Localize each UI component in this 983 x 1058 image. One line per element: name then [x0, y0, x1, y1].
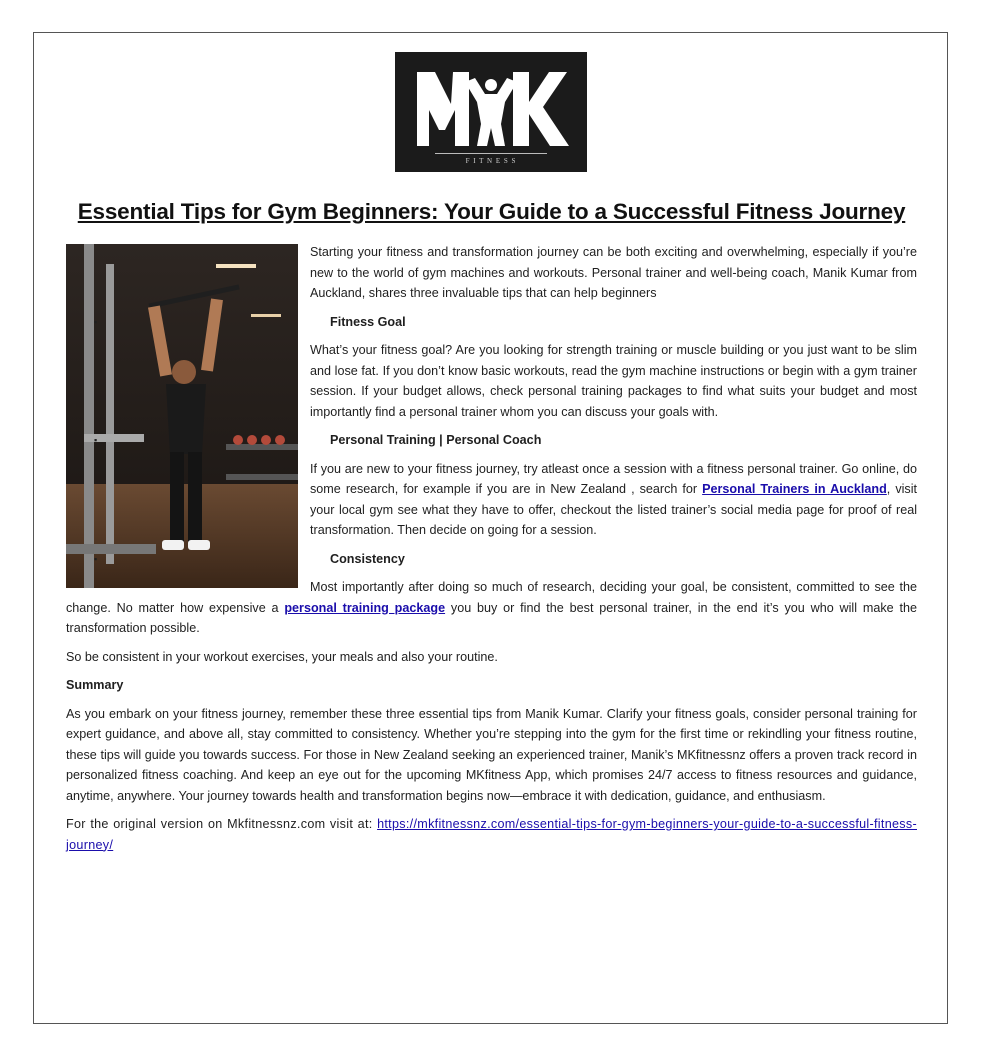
tip-heading-consistency: ▪ Consistency — [66, 549, 917, 570]
tip-body-personal-training: If you are new to your fitness journey, try atleast once a session with a fitness personal trainer. Go online, do some research, for example if you are in New Zealand , search for Personal Trainers in Auckland, visit your local gym see what they have to offer, checkout the listed trainer’s social media page for proof of real transformation. Then decide on going for a session. — [310, 461, 918, 537]
bullet-icon: ▪ — [94, 435, 98, 445]
mk-fitness-logo — [395, 52, 587, 172]
trainer-image — [66, 244, 298, 588]
logo-graphic — [395, 52, 587, 172]
logo-tagline: F I T N E S S — [465, 157, 517, 165]
tip-body-consistency: Most importantly after doing so much of research, deciding your goal, be consistent, committed to see the change. No matter how expensive a personal training package you buy or find the best personal trainer, in the end it’s you who will make the transformation possible. — [66, 580, 917, 635]
personal-training-package-link[interactable]: personal training package — [284, 600, 446, 615]
article-body — [66, 242, 917, 863]
personal-trainers-auckland-link[interactable]: Personal Trainers in Auckland — [702, 482, 887, 496]
tip-heading-personal-training: ▪ Personal Training | Personal Coach — [66, 430, 917, 451]
original-version-line: For the original version on Mkfitnessnz.com visit at: https://mkfitnessnz.com/essential-tips-for-gym-beginners-your-guide-to-a-successful-fitness-journey/ — [66, 817, 917, 852]
tip-body-fitness-goal: What’s your fitness goal? Are you looking for strength training or muscle building or you just want to be slim and lose fat. If you don’t know basic workouts, read the gym machine instructions or begin with a gym trainer session. If your budget allows, check personal training packages to find what suits your budget and most importantly find a personal trainer whom you can discuss your goals with. — [310, 343, 917, 419]
consistency-line: So be consistent in your workout exercises, your meals and also your routine. — [66, 649, 498, 664]
bullet-icon: ▪ — [94, 316, 98, 327]
summary-heading: Summary — [66, 678, 124, 692]
tip-heading-fitness-goal: ▪ Fitness Goal — [66, 312, 917, 333]
bullet-icon: ▪ — [94, 553, 98, 564]
original-article-link[interactable]: https://mkfitnessnz.com/essential-tips-for-gym-beginners-your-guide-to-a-successful-fitness-journey/ — [66, 817, 917, 852]
summary-paragraph: As you embark on your fitness journey, remember these three essential tips from Manik Kumar. Clarify your fitness goals, consider personal training for expert guidance, and above all, stay committed to consistency. Whether you’re stepping into the gym for the first time or rekindling your fitness routine, these tips will guide you towards success. For those in New Zealand seeking an experienced trainer, Manik’s MKfitnessnz offers a proven track record in personalized fitness coaching. And keep an eye out for the upcoming MKfitness App, which promises 24/7 access to fitness resources and guidance, anytime, anywhere. Your journey towards health and transformation begins now—embrace it with dedication, guidance, and enthusiasm. — [66, 706, 917, 803]
article-title: Essential Tips for Gym Beginners: Your Guide to a Successful Fitness Journey — [77, 199, 906, 224]
intro-paragraph: Starting your fitness and transformation journey can be both exciting and overwhelming, especially if you’re new to the world of gym machines and workouts. Personal trainer and well-being coach, Manik Kumar from Auckland, shares three invaluable tips that can help beginners — [310, 245, 917, 300]
gym-photo — [66, 244, 298, 588]
